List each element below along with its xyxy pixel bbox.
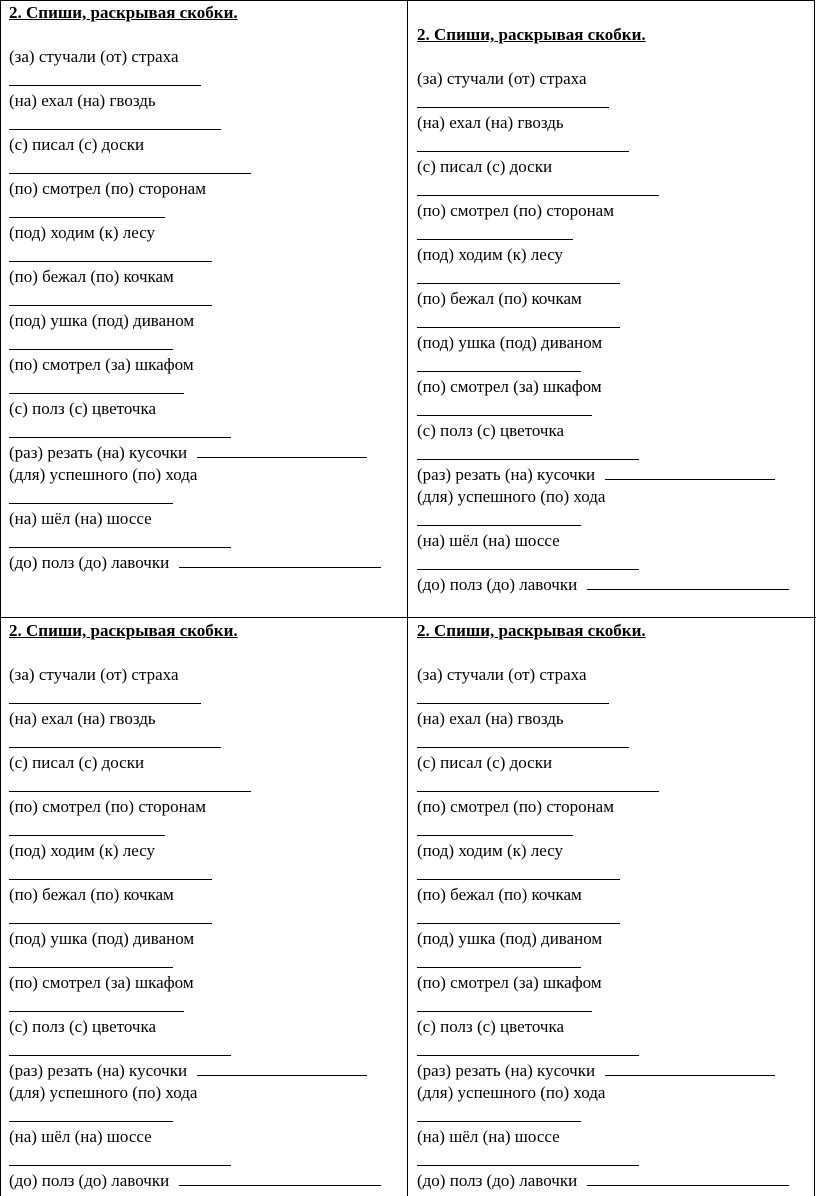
phrase-text: (под) ушка (под) диваном [417,333,603,352]
phrase-text: (за) стучали (от) страха [417,665,587,684]
row-divider [0,617,816,618]
phrase-text: (на) шёл (на) шоссе [417,531,560,550]
answer-line-row [417,906,789,928]
exercise-phrase [9,398,381,420]
answer-line[interactable] [417,239,573,240]
answer-line-row [417,730,789,752]
answer-line[interactable] [9,791,251,792]
exercise-phrase [417,928,789,950]
answer-line[interactable] [417,1165,639,1166]
phrase-text: (для) успешного (по) хода [417,487,606,506]
answer-line-row [9,818,381,840]
answer-line[interactable] [9,349,173,350]
answer-line-row [9,530,381,552]
exercise-card-top-right [417,24,789,596]
answer-line[interactable] [9,85,201,86]
spacer [9,24,381,46]
answer-line-row [9,200,381,222]
phrase-text: (с) полз (с) цветочка [9,1017,156,1036]
phrase-text: (до) полз (до) лавочки [417,1171,578,1190]
answer-line-row [9,1038,381,1060]
answer-line[interactable] [9,1011,184,1012]
answer-line[interactable] [9,217,165,218]
answer-line-row [417,1104,789,1126]
exercise-phrase [417,200,789,222]
exercise-phrase [9,222,381,244]
answer-line[interactable] [9,879,212,880]
answer-line-row [9,288,381,310]
answer-line-row [417,178,789,200]
answer-line-row [9,774,381,796]
phrase-text: (с) писал (с) доски [9,753,145,772]
exercise-phrase [417,796,789,818]
phrase-text: (по) смотрел (за) шкафом [417,377,602,396]
answer-line[interactable] [9,261,212,262]
answer-line-row [9,156,381,178]
answer-line[interactable] [417,195,659,196]
answer-line[interactable] [179,567,381,568]
phrase-text: (на) ехал (на) гвоздь [417,709,564,728]
answer-line-row [417,1038,789,1060]
exercise-phrase [417,1126,789,1148]
answer-line[interactable] [197,457,367,458]
phrase-text: (по) смотрел (по) сторонам [9,797,206,816]
answer-line[interactable] [417,923,620,924]
answer-line[interactable] [417,1011,592,1012]
answer-line[interactable] [417,283,620,284]
phrase-text: (по) смотрел (за) шкафом [9,973,194,992]
exercise-phrase [417,708,789,730]
phrase-text: (на) ехал (на) гвоздь [9,709,156,728]
exercise-phrase [417,972,789,994]
exercise-phrase [9,972,381,994]
answer-line-row [417,90,789,112]
answer-line[interactable] [417,1055,639,1056]
phrase-text: (по) смотрел (по) сторонам [417,797,614,816]
answer-line[interactable] [9,503,173,504]
exercise-phrase [9,178,381,200]
answer-line[interactable] [9,1165,231,1166]
exercise-phrase [9,1060,381,1082]
answer-line[interactable] [417,967,581,968]
answer-line-row [9,486,381,508]
exercise-phrase [417,486,789,508]
phrase-text: (для) успешного (по) хода [417,1083,606,1102]
phrase-text: (на) шёл (на) шоссе [9,509,152,528]
answer-line-row [9,906,381,928]
exercise-phrase [9,1170,381,1192]
exercise-phrase [417,664,789,686]
exercise-phrase [417,1060,789,1082]
exercise-phrase [417,112,789,134]
phrase-text: (для) успешного (по) хода [9,465,198,484]
exercise-phrase [9,442,381,464]
answer-line-row [417,398,789,420]
answer-line-row [417,222,789,244]
phrase-text: (по) бежал (по) кочкам [417,289,582,308]
exercise-phrase [417,376,789,398]
answer-line[interactable] [417,371,581,372]
answer-line-row [9,994,381,1016]
answer-line[interactable] [9,1055,231,1056]
exercise-phrase [417,464,789,486]
answer-line-row [417,686,789,708]
answer-line[interactable] [9,703,201,704]
exercise-phrase [9,1016,381,1038]
answer-line-row [417,994,789,1016]
phrase-text: (по) бежал (по) кочкам [417,885,582,904]
answer-line[interactable] [605,479,775,480]
exercise-title: 2. Спиши, раскрывая скобки. [9,3,238,22]
answer-line[interactable] [417,525,581,526]
answer-line-row [417,134,789,156]
answer-line-row [9,420,381,442]
answer-line[interactable] [417,879,620,880]
exercise-phrase [9,354,381,376]
exercise-phrase [9,664,381,686]
exercise-phrase [9,928,381,950]
phrase-text: (раз) резать (на) кусочки [9,1061,188,1080]
exercise-title: 2. Спиши, раскрывая скобки. [417,25,646,44]
answer-line[interactable] [179,1185,381,1186]
phrase-text: (на) шёл (на) шоссе [417,1127,560,1146]
answer-line[interactable] [587,1185,789,1186]
phrase-text: (для) успешного (по) хода [9,1083,198,1102]
phrase-text: (за) стучали (от) страха [417,69,587,88]
exercise-phrase [417,332,789,354]
exercise-phrase [9,884,381,906]
phrase-text: (с) полз (с) цветочка [417,1017,564,1036]
phrase-text: (с) писал (с) доски [9,135,145,154]
exercise-phrase [9,796,381,818]
exercise-phrase [417,68,789,90]
answer-line-row [9,112,381,134]
exercise-phrase [9,46,381,68]
phrase-text: (на) ехал (на) гвоздь [417,113,564,132]
answer-line[interactable] [417,791,659,792]
answer-line-row [417,862,789,884]
answer-line-row [417,508,789,530]
phrase-text: (с) полз (с) цветочка [9,399,156,418]
answer-line[interactable] [417,459,639,460]
exercise-phrase [417,884,789,906]
exercise-phrase [417,840,789,862]
phrase-text: (до) полз (до) лавочки [9,553,170,572]
phrase-text: (до) полз (до) лавочки [9,1171,170,1190]
exercise-phrase [9,840,381,862]
exercise-phrase [9,1126,381,1148]
answer-line[interactable] [417,1121,581,1122]
answer-line[interactable] [417,569,639,570]
answer-line[interactable] [417,107,609,108]
exercise-phrase [417,1082,789,1104]
phrase-text: (раз) резать (на) кусочки [417,1061,596,1080]
answer-line-row [9,68,381,90]
phrase-text: (по) бежал (по) кочкам [9,267,174,286]
answer-line-row [417,950,789,972]
exercise-phrase [9,1082,381,1104]
answer-line[interactable] [417,835,573,836]
answer-line[interactable] [417,747,629,748]
answer-line-row [9,244,381,266]
exercise-phrase [417,244,789,266]
answer-line[interactable] [9,547,231,548]
exercise-phrase [417,574,789,596]
answer-line[interactable] [417,327,620,328]
exercise-card-bottom-left [9,620,381,1192]
answer-line-row [417,552,789,574]
answer-line[interactable] [605,1075,775,1076]
answer-line[interactable] [9,173,251,174]
answer-line[interactable] [9,747,221,748]
phrase-text: (с) писал (с) доски [417,157,553,176]
exercise-phrase [9,310,381,332]
spacer [417,46,789,68]
exercise-phrase [9,508,381,530]
answer-line-row [417,266,789,288]
answer-line[interactable] [9,1121,173,1122]
answer-line-row [417,774,789,796]
phrase-text: (за) стучали (от) страха [9,665,179,684]
exercise-phrase [417,1170,789,1192]
exercise-phrase [9,134,381,156]
phrase-text: (до) полз (до) лавочки [417,575,578,594]
phrase-text: (по) смотрел (за) шкафом [417,973,602,992]
exercise-title: 2. Спиши, раскрывая скобки. [9,621,238,640]
answer-line[interactable] [9,967,173,968]
phrase-text: (под) ходим (к) лесу [417,245,564,264]
answer-line[interactable] [9,835,165,836]
phrase-text: (по) смотрел (по) сторонам [417,201,614,220]
exercise-phrase [9,90,381,112]
answer-line-row [9,376,381,398]
answer-line-row [417,818,789,840]
exercise-phrase [9,552,381,574]
answer-line[interactable] [587,589,789,590]
answer-line-row [9,730,381,752]
answer-line-row [9,332,381,354]
answer-line-row [9,1104,381,1126]
answer-line[interactable] [9,923,212,924]
answer-line-row [417,1148,789,1170]
exercise-phrase [417,288,789,310]
answer-line-row [9,862,381,884]
column-divider [407,0,408,1196]
phrase-text: (под) ушка (под) диваном [9,311,195,330]
answer-line[interactable] [417,415,592,416]
phrase-text: (по) бежал (по) кочкам [9,885,174,904]
phrase-text: (под) ушка (под) диваном [9,929,195,948]
exercise-card-bottom-right [417,620,789,1192]
answer-line-row [9,1148,381,1170]
phrase-text: (по) смотрел (по) сторонам [9,179,206,198]
spacer [9,642,381,664]
phrase-text: (с) полз (с) цветочка [417,421,564,440]
answer-line[interactable] [9,129,221,130]
answer-line[interactable] [417,703,609,704]
phrase-text: (под) ушка (под) диваном [417,929,603,948]
phrase-text: (на) шёл (на) шоссе [9,1127,152,1146]
phrase-text: (с) писал (с) доски [417,753,553,772]
answer-line-row [9,686,381,708]
exercise-phrase [9,708,381,730]
exercise-phrase [417,420,789,442]
exercise-phrase [9,266,381,288]
answer-line[interactable] [417,151,629,152]
phrase-text: (за) стучали (от) страха [9,47,179,66]
exercise-phrase [9,464,381,486]
answer-line-row [417,310,789,332]
answer-line[interactable] [9,305,212,306]
answer-line[interactable] [197,1075,367,1076]
phrase-text: (под) ходим (к) лесу [9,223,156,242]
phrase-text: (под) ходим (к) лесу [9,841,156,860]
phrase-text: (под) ходим (к) лесу [417,841,564,860]
phrase-text: (по) смотрел (за) шкафом [9,355,194,374]
exercise-phrase [417,156,789,178]
exercise-card-top-left [9,2,381,574]
phrase-text: (на) ехал (на) гвоздь [9,91,156,110]
spacer [417,642,789,664]
answer-line-row [417,442,789,464]
answer-line[interactable] [9,437,231,438]
exercise-phrase [417,1016,789,1038]
exercise-title: 2. Спиши, раскрывая скобки. [417,621,646,640]
answer-line-row [417,354,789,376]
answer-line[interactable] [9,393,184,394]
phrase-text: (раз) резать (на) кусочки [9,443,188,462]
exercise-phrase [9,752,381,774]
answer-line-row [9,950,381,972]
phrase-text: (раз) резать (на) кусочки [417,465,596,484]
exercise-phrase [417,530,789,552]
exercise-phrase [417,752,789,774]
